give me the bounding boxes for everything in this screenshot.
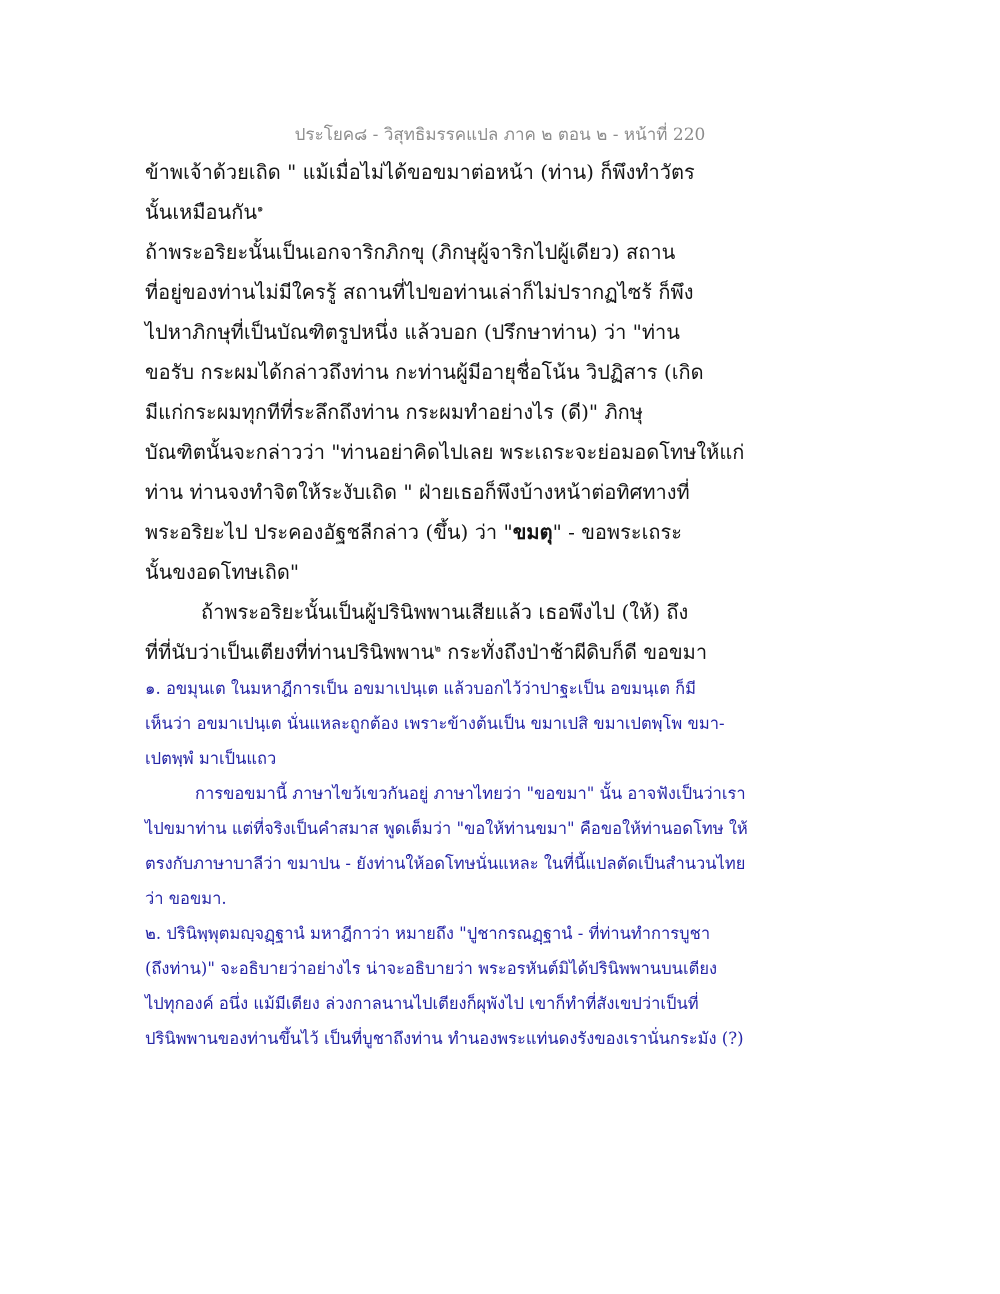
body-line-text: นั้นเหมือนกัน: [145, 200, 258, 224]
footnote-marker: ๒: [434, 643, 441, 655]
main-text: [145, 152, 845, 672]
footnotes: [145, 671, 865, 1056]
body-line: ขอรับ กระผมได้กล่าวถึงท่าน กะท่านผู้มีอายุชื่อโน้น วิปฏิสาร (เกิด: [145, 360, 704, 384]
footnote-line-indented: การขอขมานี้ ภาษาไขว้เขวกันอยู่ ภาษาไทยว่า "ขอขมา" นั้น อาจฟังเป็นว่าเรา: [195, 784, 746, 803]
body-line: มีแก่กระผมทุกทีที่ระลึกถึงท่าน กระผมทำอย่างไร (ดี)" ภิกษุ: [145, 400, 643, 424]
body-line-text: พระอริยะไป ประคองอัฐชลีกล่าว (ขึ้น) ว่า ": [145, 520, 513, 544]
body-line: [145, 192, 845, 232]
footnote-line: ปรินิพพานของท่านขึ้นไว้ เป็นที่บูชาถึงท่าน ทำนองพระแท่นดงรังของเรานั่นกระมัง (?): [145, 1029, 744, 1048]
bold-term: ขมตุ: [512, 520, 553, 544]
body-line: [145, 512, 845, 552]
footnote-line: (ถึงท่าน)" จะอธิบายว่าอย่างไร น่าจะอธิบายว่า พระอรหันต์มิได้ปรินิพพานบนเตียง: [145, 959, 718, 978]
body-line: ถ้าพระอริยะนั้นเป็นเอกจาริกภิกขุ (ภิกษุผู้จาริกไปผู้เดียว) สถาน: [145, 240, 676, 264]
footnote-line: ตรงกับภาษาบาลีว่า ขมาปน - ยังท่านให้อดโทษนั่นแหละ ในที่นี้แปลตัดเป็นสำนวนไทย: [145, 854, 746, 873]
page-header: ประโยค๘ - วิสุทธิมรรคแปล ภาค ๒ ตอน ๒ - หน้าที่ 220: [294, 125, 706, 145]
footnote-line: ๒. ปรินิพฺพุตมญฺจฏฺฐานํ มหาฎีกาว่า หมายถึง "ปูชากรณฏฺฐานํ - ที่ท่านทำการบูชา: [145, 924, 711, 943]
body-line: ท่าน ท่านจงทำจิตให้ระงับเถิด " ฝ่ายเธอก็พึงบ้างหน้าต่อทิศทางที่: [145, 480, 690, 504]
footnote-line: ไปทุกองค์ อนึ่ง แม้มีเตียง ล่วงกาลนานไปเตียงก็ผุพังไป เขาก็ทำที่สังเขปว่าเป็นที่: [145, 994, 699, 1013]
body-line: ไปหาภิกษุที่เป็นบัณฑิตรูปหนึ่ง แล้วบอก (ปรึกษาท่าน) ว่า "ท่าน: [145, 320, 680, 344]
footnote-line: ไปขมาท่าน แต่ที่จริงเป็นคำสมาส พูดเต็มว่า "ขอให้ท่านขมา" คือขอให้ท่านอดโทษ ให้: [145, 819, 748, 838]
body-line: [145, 632, 845, 672]
body-line-text: " - ขอพระเถระ: [552, 520, 683, 544]
footnote-line: เห็นว่า อขมาเปนฺเต นั่นแหละถูกต้อง เพราะข้างต้นเป็น ขมาเปสิ ขมาเปตพฺโพ ขมา-: [145, 714, 725, 733]
body-line-text: ที่ที่นับว่าเป็นเตียงที่ท่านปรินิพพาน: [145, 640, 435, 664]
footnote-line: เปตพฺพํ มาเป็นแถว: [145, 749, 277, 768]
body-line: บัณฑิตนั้นจะกล่าวว่า "ท่านอย่าคิดไปเลย พระเถระจะย่อมอดโทษให้แก่: [145, 440, 745, 464]
body-line: ข้าพเจ้าด้วยเถิด " แม้เมื่อไม่ได้ขอขมาต่อหน้า (ท่าน) ก็พึงทำวัตร: [145, 160, 695, 184]
footnote-line: ๑. อขมุนเต ในมหาฎีการเป็น อขมาเปนฺเต แล้วบอกไว้ว่าปาฐะเป็น อขมนฺเต ก็มี: [145, 679, 697, 698]
footnote-line: ว่า ขอขมา.: [145, 889, 227, 908]
body-line: นั้นขงอดโทษเถิด": [145, 560, 300, 584]
body-line-text: กระทั่งถึงป่าช้าผีดิบก็ดี ขอขมา: [440, 640, 708, 664]
body-line: ที่อยู่ของท่านไม่มีใครรู้ สถานที่ไปขอท่านเล่าก็ไม่ปรากฏไซร้ ก็พึง: [145, 280, 694, 304]
body-line-indented: ถ้าพระอริยะนั้นเป็นผู้ปรินิพพานเสียแล้ว เธอพึงไป (ให้) ถึง: [201, 600, 689, 624]
footnote-marker: ๑: [257, 203, 264, 215]
